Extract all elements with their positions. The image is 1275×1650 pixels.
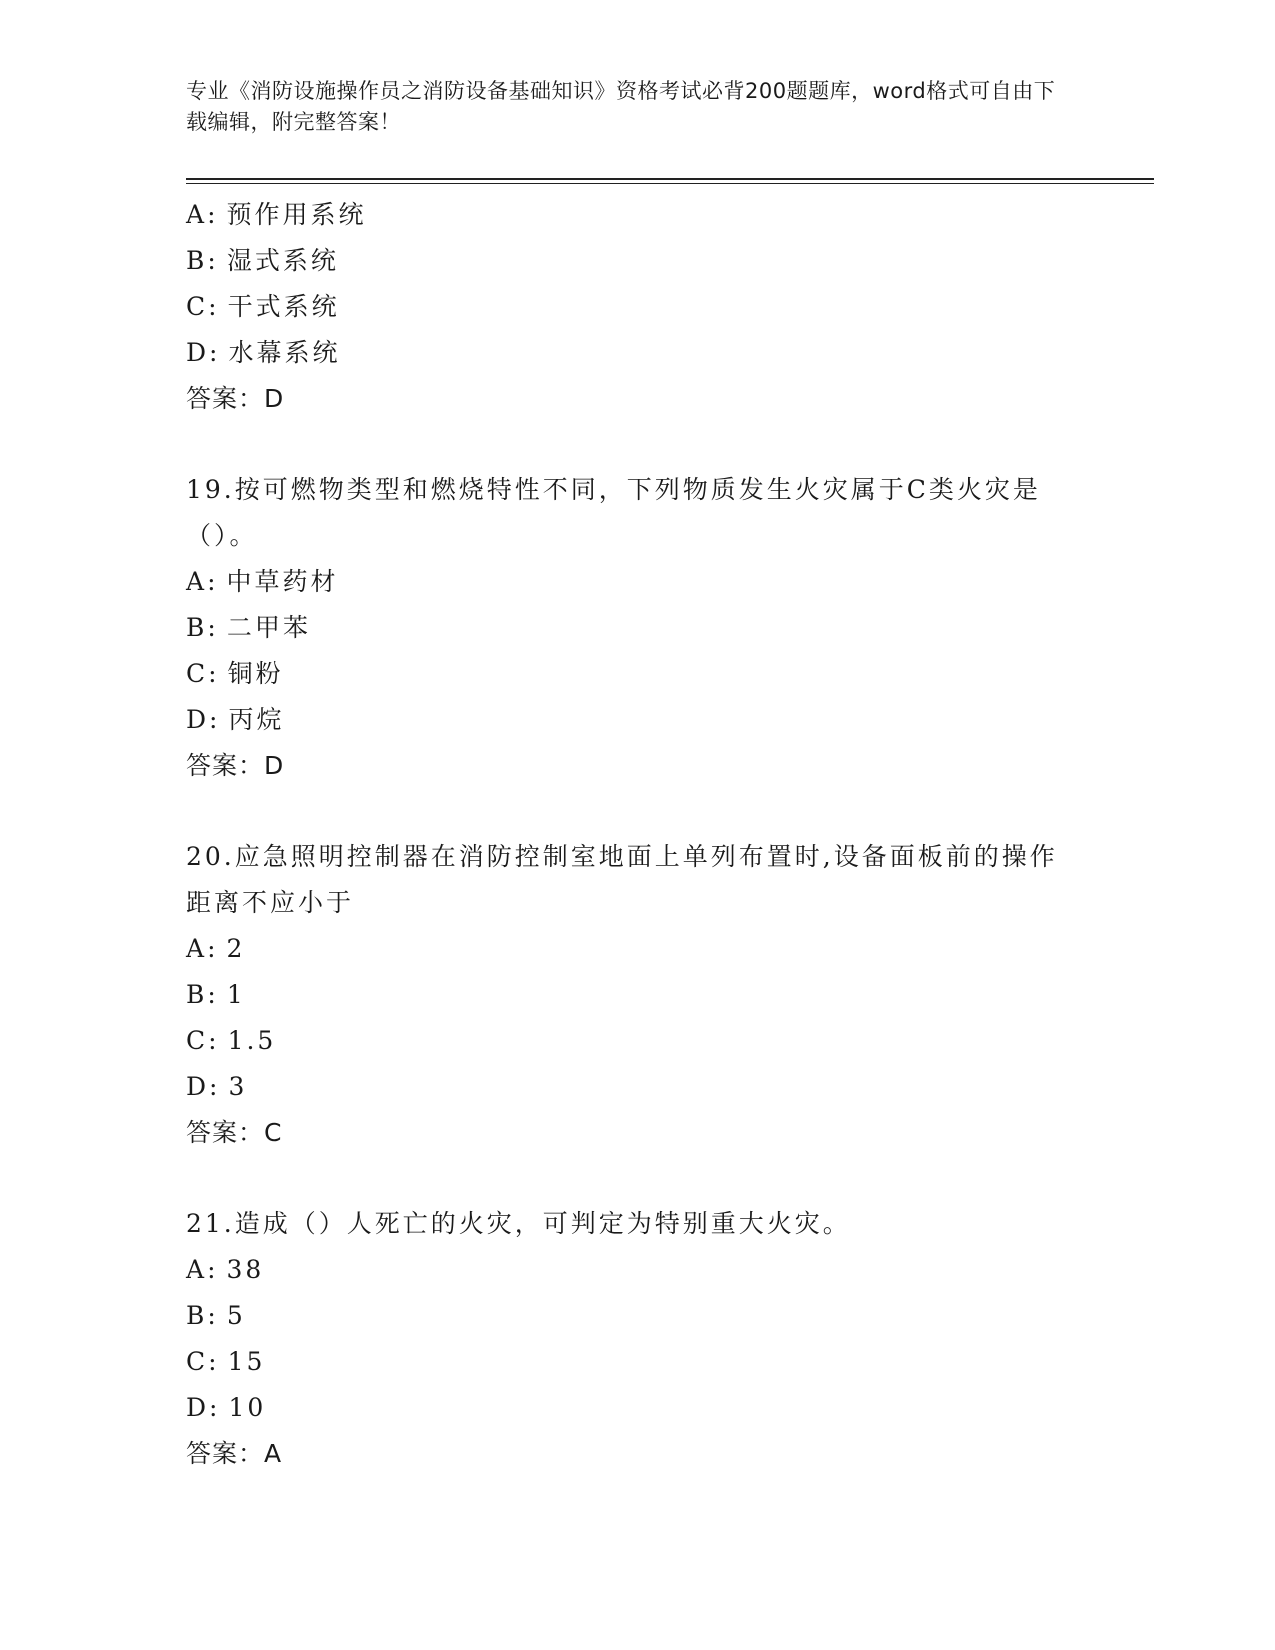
option-text: 1.5 (227, 1026, 277, 1055)
header-divider-thin (186, 183, 1154, 184)
option-key: D (186, 1072, 210, 1101)
option-key: B (186, 613, 208, 642)
option-separator: : (207, 200, 219, 229)
option-text: 2 (226, 934, 246, 963)
option-d (186, 697, 1076, 743)
option-separator: : (207, 934, 219, 963)
option-text: 湿式系统 (226, 246, 339, 275)
option-d (186, 1064, 1076, 1110)
option-text: 铜粉 (227, 659, 284, 688)
question-spacer (186, 1156, 1076, 1201)
option-text: 1 (226, 980, 246, 1009)
header-divider-thick (186, 178, 1154, 180)
answer-line: 答案：A (186, 1439, 283, 1468)
option-key: C (186, 292, 209, 321)
option-text: 3 (228, 1072, 248, 1101)
answer-line: 答案：C (186, 1118, 283, 1147)
option-text: 中草药材 (226, 567, 339, 596)
option-key: A (186, 934, 208, 963)
option-a (186, 192, 1076, 238)
question-spacer (186, 789, 1076, 834)
option-b (186, 605, 1076, 651)
option-c (186, 1018, 1076, 1064)
option-key: D (186, 1393, 210, 1422)
option-a (186, 1247, 1076, 1293)
option-separator: : (208, 292, 220, 321)
option-b (186, 1293, 1076, 1339)
question-20 (186, 834, 1076, 1156)
option-key: A (186, 1255, 208, 1284)
option-key: B (186, 980, 208, 1009)
answer-line: 答案：D (186, 751, 285, 780)
option-b (186, 972, 1076, 1018)
option-text: 10 (228, 1393, 267, 1422)
answer-line: 答案：D (186, 384, 285, 413)
option-text: 丙烷 (228, 705, 285, 734)
option-separator: : (208, 1026, 220, 1055)
option-c (186, 284, 1076, 330)
option-text: 二甲苯 (226, 613, 311, 642)
option-separator: : (209, 705, 221, 734)
option-d (186, 1385, 1076, 1431)
option-separator: : (209, 338, 221, 367)
option-separator: : (208, 659, 220, 688)
option-text: 38 (226, 1255, 265, 1284)
option-separator: : (208, 1347, 220, 1376)
option-b (186, 238, 1076, 284)
option-separator: : (207, 1255, 219, 1284)
option-key: C (186, 1026, 209, 1055)
option-text: 预作用系统 (226, 200, 367, 229)
option-key: D (186, 338, 210, 367)
option-key: B (186, 246, 208, 275)
question-list (186, 192, 1076, 1477)
question-stem: 21.造成（）人死亡的火灾，可判定为特别重大火灾。 (186, 1209, 851, 1238)
option-separator: : (207, 567, 219, 596)
question-spacer (186, 422, 1076, 467)
document-header: 专业《消防设施操作员之消防设备基础知识》资格考试必背200题题库，word格式可自由下载编辑，附完整答案！ (186, 79, 1056, 134)
option-separator: : (207, 1301, 219, 1330)
option-separator: : (209, 1393, 221, 1422)
option-a (186, 559, 1076, 605)
option-key: A (186, 200, 208, 229)
option-separator: : (207, 980, 219, 1009)
option-text: 水幕系统 (228, 338, 341, 367)
option-text: 干式系统 (227, 292, 340, 321)
option-d (186, 330, 1076, 376)
option-key: D (186, 705, 210, 734)
option-text: 15 (227, 1347, 266, 1376)
question-19 (186, 467, 1076, 789)
option-c (186, 1339, 1076, 1385)
question-21 (186, 1201, 1076, 1477)
option-a (186, 926, 1076, 972)
question-stem: 19.按可燃物类型和燃烧特性不同，下列物质发生火灾属于C类火灾是（）。 (186, 475, 1041, 550)
question-partial (186, 192, 1076, 422)
option-separator: : (207, 613, 219, 642)
option-c (186, 651, 1076, 697)
question-stem: 20.应急照明控制器在消防控制室地面上单列布置时,设备面板前的操作距离不应小于 (186, 842, 1058, 917)
option-text: 5 (226, 1301, 246, 1330)
option-key: C (186, 1347, 209, 1376)
option-separator: : (209, 1072, 221, 1101)
option-key: C (186, 659, 209, 688)
option-separator: : (207, 246, 219, 275)
option-key: B (186, 1301, 208, 1330)
option-key: A (186, 567, 208, 596)
